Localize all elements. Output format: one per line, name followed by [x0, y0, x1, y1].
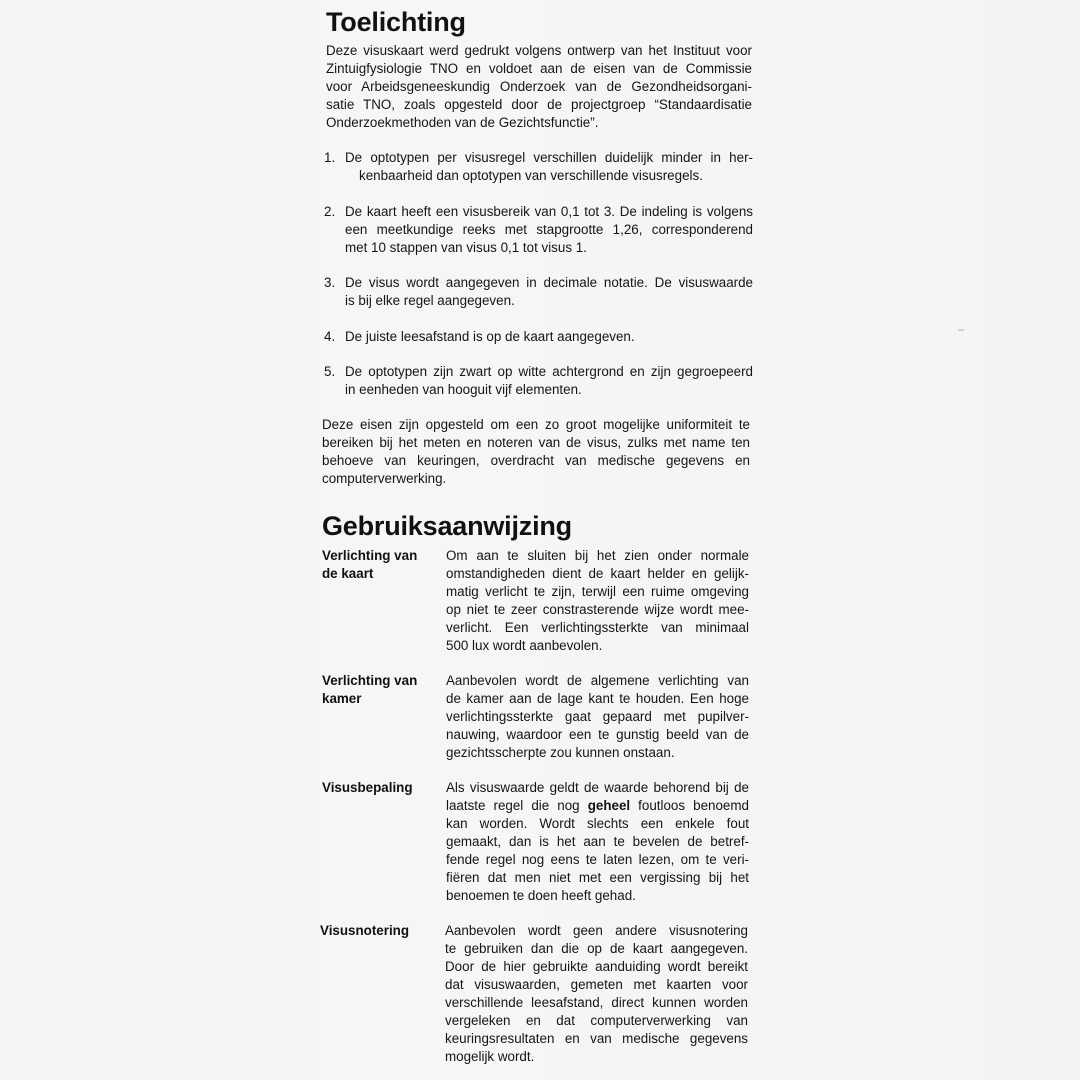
term-line: Visusnotering — [320, 923, 410, 938]
list-line: is bij elke regel aangegeven. — [345, 293, 515, 308]
paper-speck — [958, 329, 964, 331]
term-line: Verlichting van — [322, 548, 418, 563]
list-line: De juiste leesafstand is op de kaart aangegeven. — [345, 329, 635, 344]
section-definition — [446, 779, 749, 905]
intro-line: Deze visuskaart werd gedrukt volgens ontwerp van het Instituut voor — [326, 43, 752, 58]
list-number: 4. — [324, 329, 336, 344]
closing-line: computerverwerking. — [322, 471, 447, 486]
list-line: De optotypen zijn zwart op witte achtergrond en zijn gegroepeerd — [345, 364, 753, 379]
list-line: De optotypen per visusregel verschillen duidelijk minder in her- — [345, 150, 753, 165]
def-line: matig verlicht te zijn, terwijl een ruime omgeving — [446, 584, 749, 599]
section-term — [322, 672, 442, 708]
def-line: verlicht. Een verlichtingssterkte van minimaal — [446, 620, 749, 635]
def-line: Om aan te sluiten bij het zien onder normale — [446, 548, 749, 563]
list-number: 1. — [324, 150, 336, 165]
def-line: verlichtingssterkte gaat gepaard met pupilver- — [446, 709, 749, 724]
def-line: mogelijk wordt. — [445, 1049, 535, 1064]
def-line: Door de hier gebruikte aanduiding wordt bereikt — [445, 959, 748, 974]
def-line-start: laatste regel die nog — [446, 798, 580, 813]
intro-line: satie TNO, zoals opgesteld door de projectgroep “Standaardisatie — [326, 97, 752, 112]
heading-toelichting: Toelichting — [326, 7, 466, 37]
intro-paragraph — [326, 42, 752, 132]
section-definition — [445, 922, 748, 1066]
bold-word: geheel — [587, 798, 631, 813]
heading-gebruiksaanwijzing: Gebruiksaanwijzing — [322, 511, 572, 541]
list-line: een meetkundige reeks met stapgrootte 1,26, corresponderend — [345, 222, 753, 237]
def-line: dat visuswaarden, gemeten met kaarten voor — [445, 977, 748, 992]
def-line: Aanbevolen wordt geen andere visusnotering — [445, 923, 748, 938]
list-item-body — [345, 328, 753, 346]
list-line: De visus wordt aangegeven in decimale notatie. De visuswaarde — [345, 275, 753, 290]
def-line: benoemen te doen heeft gehad. — [446, 888, 636, 903]
def-line: gezichtsscherpte zou kunnen onstaan. — [446, 745, 675, 760]
term-line: Visusbepaling — [322, 780, 413, 795]
section-term — [322, 547, 442, 583]
list-number: 3. — [324, 275, 336, 290]
list-number: 2. — [324, 204, 336, 219]
def-line: 500 lux wordt aanbevolen. — [446, 638, 603, 653]
term-line: kamer — [322, 691, 362, 706]
term-line: Verlichting van — [322, 673, 418, 688]
closing-line: behoeve van keuringen, overdracht van medische gegevens en — [322, 453, 750, 468]
intro-line: Zintuigfysiologie TNO en voldoet aan de eisen van de Commissie — [326, 61, 752, 76]
section-definition — [446, 672, 749, 762]
def-line: vergeleken en dat computerverwerking van — [445, 1013, 748, 1028]
def-line: op niet te zeer constrasterende wijze wordt mee- — [446, 602, 749, 617]
def-line: verschillende leesafstand, direct kunnen worden — [445, 995, 748, 1010]
def-line: de kamer aan de lage kant te houden. Een hoge — [446, 691, 749, 706]
list-item-body — [345, 363, 753, 399]
list-number: 5. — [324, 364, 336, 379]
def-line: fende regel nog eens te laten lezen, om te veri- — [446, 852, 749, 867]
list-item-body — [345, 203, 753, 257]
def-line: keuringsresultaten en van medische gegevens — [445, 1031, 748, 1046]
def-line: Als visuswaarde geldt de waarde behorend bij de — [446, 780, 749, 795]
closing-line: Deze eisen zijn opgesteld om een zo groot mogelijke uniformiteit te — [322, 417, 750, 432]
section-definition — [446, 547, 749, 655]
def-line: kan worden. Wordt slechts een enkele fout — [446, 816, 749, 831]
def-line-end: foutloos benoemd — [638, 798, 749, 813]
def-line — [446, 797, 749, 815]
def-line: omstandigheden dient de kaart helder en gelijk- — [446, 566, 749, 581]
list-line: met 10 stappen van visus 0,1 tot visus 1. — [345, 240, 587, 255]
def-line: te gebruiken dan die op de kaart aangegeven. — [445, 941, 748, 956]
section-term — [320, 922, 440, 940]
def-line: Aanbevolen wordt de algemene verlichting van — [446, 673, 749, 688]
def-line: gemaakt, dan is het aan te bevelen de betref- — [446, 834, 749, 849]
list-line: in eenheden van hooguit vijf elementen. — [345, 382, 582, 397]
intro-line: Onderzoekmethoden van de Gezichtsfunctie”. — [326, 115, 599, 130]
list-line: De kaart heeft een visusbereik van 0,1 tot 3. De indeling is volgens — [345, 204, 753, 219]
intro-line: voor Arbeidsgeneeskundig Onderzoek van de Gezondheidsorgani- — [326, 79, 752, 94]
term-line: de kaart — [322, 566, 374, 581]
closing-line: bereiken bij het meten en noteren van de visus, zulks met name ten — [322, 435, 750, 450]
closing-paragraph — [322, 416, 750, 488]
def-line: nauwing, waardoor een te gunstig beeld van de — [446, 727, 749, 742]
list-item-body — [345, 149, 753, 185]
list-line: kenbaarheid dan optotypen van verschillende visusregels. — [359, 168, 703, 183]
list-item-body — [345, 274, 753, 310]
section-term — [322, 779, 442, 797]
def-line: fiëren dat men niet met een vergissing bij het — [446, 870, 749, 885]
